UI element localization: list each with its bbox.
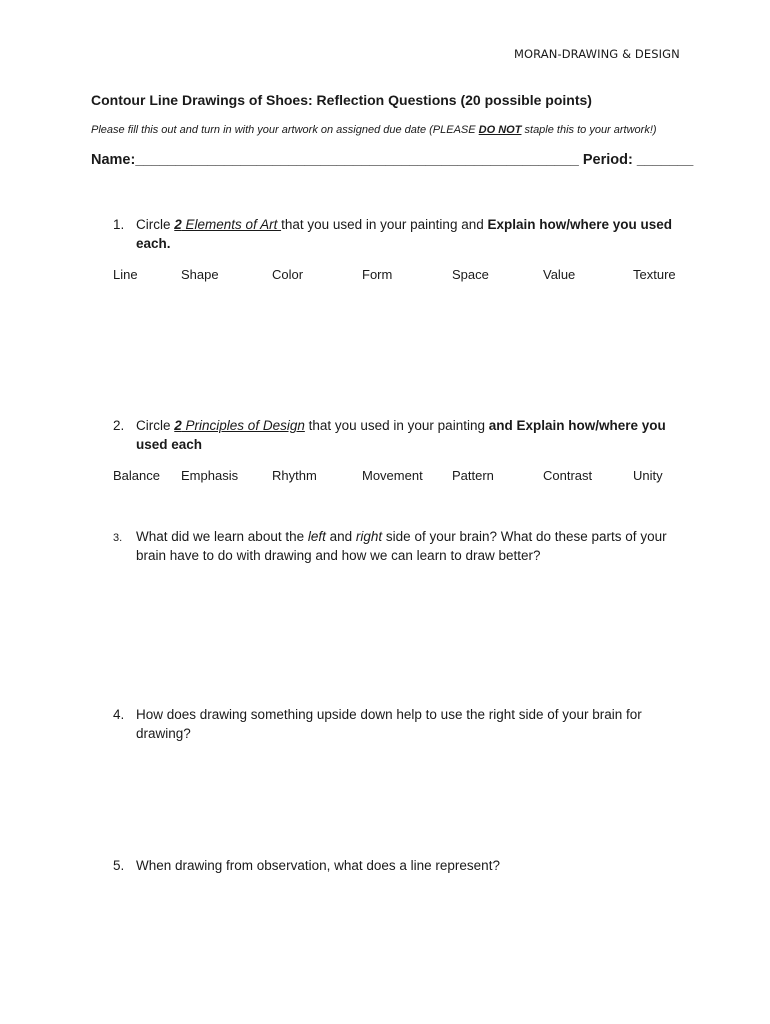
question-text: [136, 527, 693, 565]
option-principle[interactable]: Unity: [633, 468, 663, 483]
question-prefix: Circle: [136, 217, 175, 232]
instructions: [91, 124, 657, 136]
question-text: When drawing from observation, what does a line represent?: [136, 858, 500, 873]
question-number: 2.: [113, 418, 125, 433]
question-highlight: [174, 418, 305, 433]
highlight-number: 2: [174, 217, 182, 232]
question-part: side of your brain? What do these parts of your brain have to do with drawing and how we can learn to draw better?: [136, 529, 667, 563]
option-element[interactable]: Space: [452, 267, 489, 282]
instructions-before: Please fill this out and turn in with your artwork on assigned due date (PLEASE: [91, 124, 479, 136]
page-title: Contour Line Drawings of Shoes: Reflection Questions (20 possible points): [91, 92, 592, 108]
question-part: What did we learn about the: [136, 529, 308, 544]
option-principle[interactable]: Rhythm: [272, 468, 317, 483]
highlight-text: Principles of Design: [181, 418, 305, 433]
question-1: [113, 215, 693, 253]
course-header: MORAN-DRAWING & DESIGN: [514, 47, 680, 61]
name-period-line: Name:_______________________________________________________ Period: _______: [91, 152, 694, 168]
question-4: [113, 705, 693, 743]
question-left-word: left: [307, 529, 326, 544]
option-principle[interactable]: Movement: [362, 468, 423, 483]
option-principle[interactable]: Emphasis: [181, 468, 239, 483]
option-element[interactable]: Shape: [181, 267, 219, 282]
question-middle: that you used in your painting: [304, 418, 489, 433]
option-principle[interactable]: Pattern: [452, 468, 494, 483]
option-principle[interactable]: Contrast: [543, 468, 593, 483]
option-element[interactable]: Color: [272, 267, 304, 282]
question-5: [113, 856, 693, 875]
question-text: [136, 416, 693, 454]
question-prefix: Circle: [136, 418, 175, 433]
question-number: 5.: [113, 858, 125, 873]
question-number: 1.: [113, 217, 125, 232]
question-highlight: [174, 217, 281, 232]
question-2: [113, 416, 693, 454]
question-3: [113, 527, 693, 565]
instructions-after: staple this to your artwork!): [521, 124, 657, 136]
option-principle[interactable]: Balance: [113, 468, 160, 483]
question-number: 4.: [113, 707, 125, 722]
question-part: and: [325, 529, 356, 544]
question-middle: that you used in your painting and: [281, 217, 488, 232]
question-text: How does drawing something upside down help to use the right side of your brain for drawing?: [136, 707, 642, 741]
question-right-word: right: [355, 529, 383, 544]
highlight-number: 2: [174, 418, 182, 433]
instructions-emphasis: DO NOT: [478, 124, 522, 136]
option-element[interactable]: Form: [362, 267, 393, 282]
highlight-text: Elements of Art: [181, 217, 282, 232]
option-element[interactable]: Texture: [633, 267, 676, 282]
question-number: 3.: [113, 532, 123, 544]
question-text: [136, 215, 693, 253]
option-element[interactable]: Line: [113, 267, 138, 282]
option-element[interactable]: Value: [543, 267, 576, 282]
question-bold-tail: Explain how/where you used each.: [136, 217, 673, 251]
question-bold-tail: and Explain how/where you used each: [136, 418, 666, 452]
